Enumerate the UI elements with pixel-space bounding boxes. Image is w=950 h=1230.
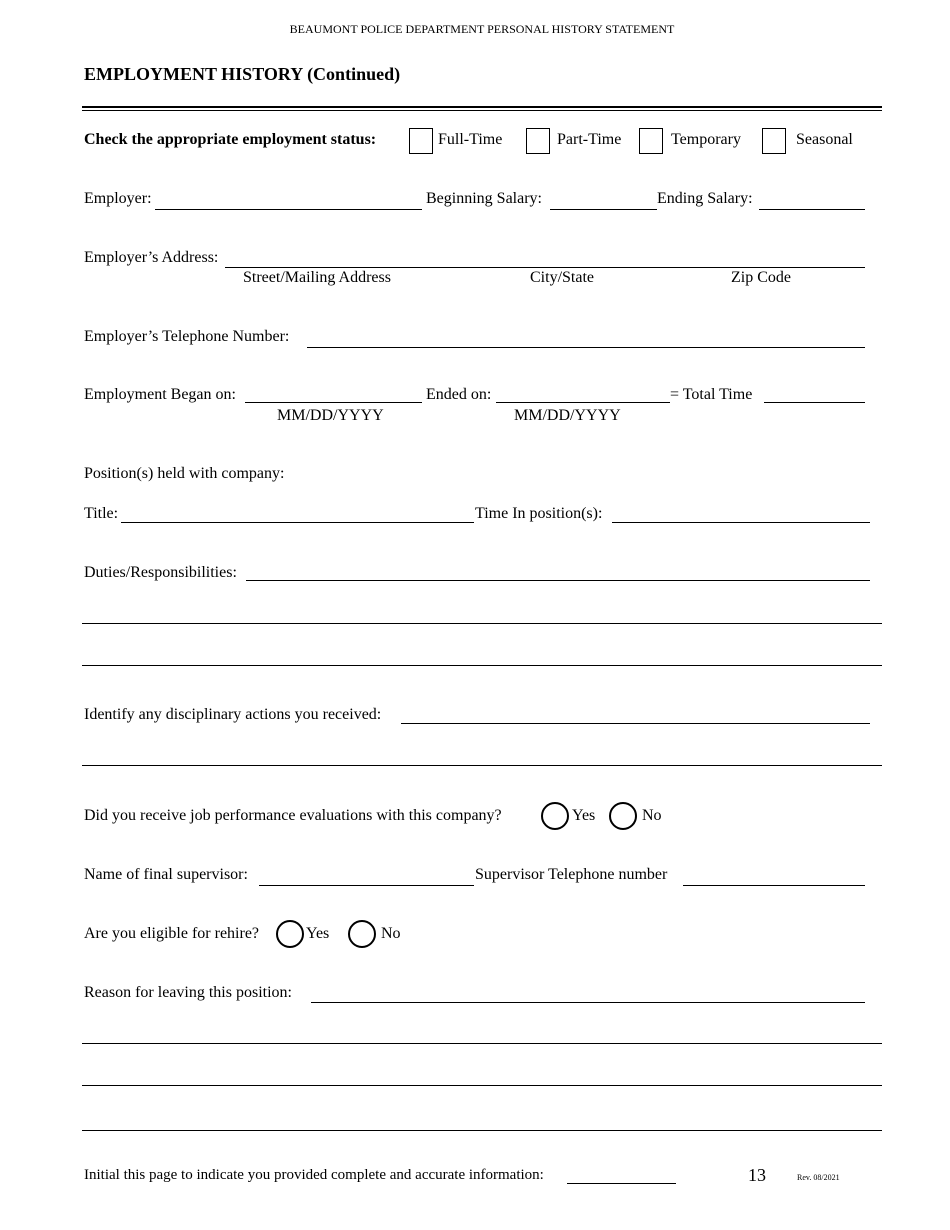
title-field[interactable] (121, 522, 474, 523)
initial-instruction: Initial this page to indicate you provided complete and accurate information: (84, 1167, 544, 1183)
header-rule-top (82, 106, 882, 108)
part-time-label: Part-Time (557, 131, 622, 148)
duties-label: Duties/Responsibilities: (84, 564, 237, 581)
document-title: BEAUMONT POLICE DEPARTMENT PERSONAL HISTORY STATEMENT (289, 22, 675, 36)
revision-date: Rev. 08/2021 (797, 1173, 840, 1182)
full-time-checkbox[interactable] (409, 128, 433, 154)
disciplinary-actions-label: Identify any disciplinary actions you received: (84, 706, 382, 723)
employer-field[interactable] (155, 209, 422, 210)
rehire-no-label: No (381, 925, 401, 942)
evaluations-no-radio[interactable] (609, 802, 637, 830)
supervisor-telephone-field[interactable] (683, 885, 865, 886)
header-rule-bottom (82, 110, 882, 111)
began-format-caption: MM/DD/YYYY (277, 407, 384, 424)
reason-for-leaving-field-line-2[interactable] (82, 1043, 882, 1044)
disciplinary-actions-field[interactable] (401, 723, 870, 724)
supervisor-telephone-label: Supervisor Telephone number (475, 866, 668, 883)
duties-field-line-2[interactable] (82, 623, 882, 624)
rehire-yes-label: Yes (306, 925, 330, 942)
title-label: Title: (84, 505, 119, 522)
employer-address-label: Employer’s Address: (84, 249, 219, 266)
ended-format-caption: MM/DD/YYYY (514, 407, 621, 424)
time-in-position-label: Time In position(s): (475, 505, 603, 522)
seasonal-label: Seasonal (796, 131, 853, 148)
employer-label: Employer: (84, 190, 152, 207)
reason-for-leaving-field-line-3[interactable] (82, 1085, 882, 1086)
total-time-field[interactable] (764, 402, 865, 403)
employer-telephone-label: Employer’s Telephone Number: (84, 328, 290, 345)
final-supervisor-field[interactable] (259, 885, 474, 886)
evaluations-no-label: No (642, 807, 662, 824)
disciplinary-actions-field-line-2[interactable] (82, 765, 882, 766)
rehire-no-radio[interactable] (348, 920, 376, 948)
positions-heading: Position(s) held with company: (84, 465, 285, 482)
employment-status-label: Check the appropriate employment status: (84, 131, 377, 148)
zip-caption: Zip Code (731, 269, 791, 286)
initial-field[interactable] (567, 1183, 676, 1184)
evaluations-yes-radio[interactable] (541, 802, 569, 830)
ended-on-label: Ended on: (426, 386, 492, 403)
evaluations-yes-label: Yes (572, 807, 596, 824)
final-supervisor-label: Name of final supervisor: (84, 866, 248, 883)
employment-began-label: Employment Began on: (84, 386, 236, 403)
part-time-checkbox[interactable] (526, 128, 550, 154)
reason-for-leaving-field[interactable] (311, 1002, 865, 1003)
time-in-position-field[interactable] (612, 522, 870, 523)
seasonal-checkbox[interactable] (762, 128, 786, 154)
reason-for-leaving-field-line-4[interactable] (82, 1130, 882, 1131)
employer-address-field[interactable] (225, 267, 865, 268)
street-caption: Street/Mailing Address (243, 269, 391, 286)
beginning-salary-field[interactable] (550, 209, 657, 210)
beginning-salary-label: Beginning Salary: (426, 190, 542, 207)
rehire-question: Are you eligible for rehire? (84, 925, 260, 942)
reason-for-leaving-label: Reason for leaving this position: (84, 984, 292, 1001)
ending-salary-label: Ending Salary: (657, 190, 753, 207)
rehire-yes-radio[interactable] (276, 920, 304, 948)
city-caption: City/State (530, 269, 594, 286)
page-number: 13 (748, 1165, 766, 1185)
section-title: EMPLOYMENT HISTORY (Continued) (84, 64, 401, 84)
employer-telephone-field[interactable] (307, 347, 865, 348)
temporary-label: Temporary (671, 131, 741, 148)
duties-field-line-3[interactable] (82, 665, 882, 666)
full-time-label: Full-Time (438, 131, 503, 148)
employment-began-field[interactable] (245, 402, 422, 403)
temporary-checkbox[interactable] (639, 128, 663, 154)
duties-field[interactable] (246, 580, 870, 581)
ended-on-field[interactable] (496, 402, 670, 403)
ending-salary-field[interactable] (759, 209, 865, 210)
evaluations-question: Did you receive job performance evaluations with this company? (84, 807, 502, 824)
total-time-label: = Total Time (670, 386, 753, 403)
